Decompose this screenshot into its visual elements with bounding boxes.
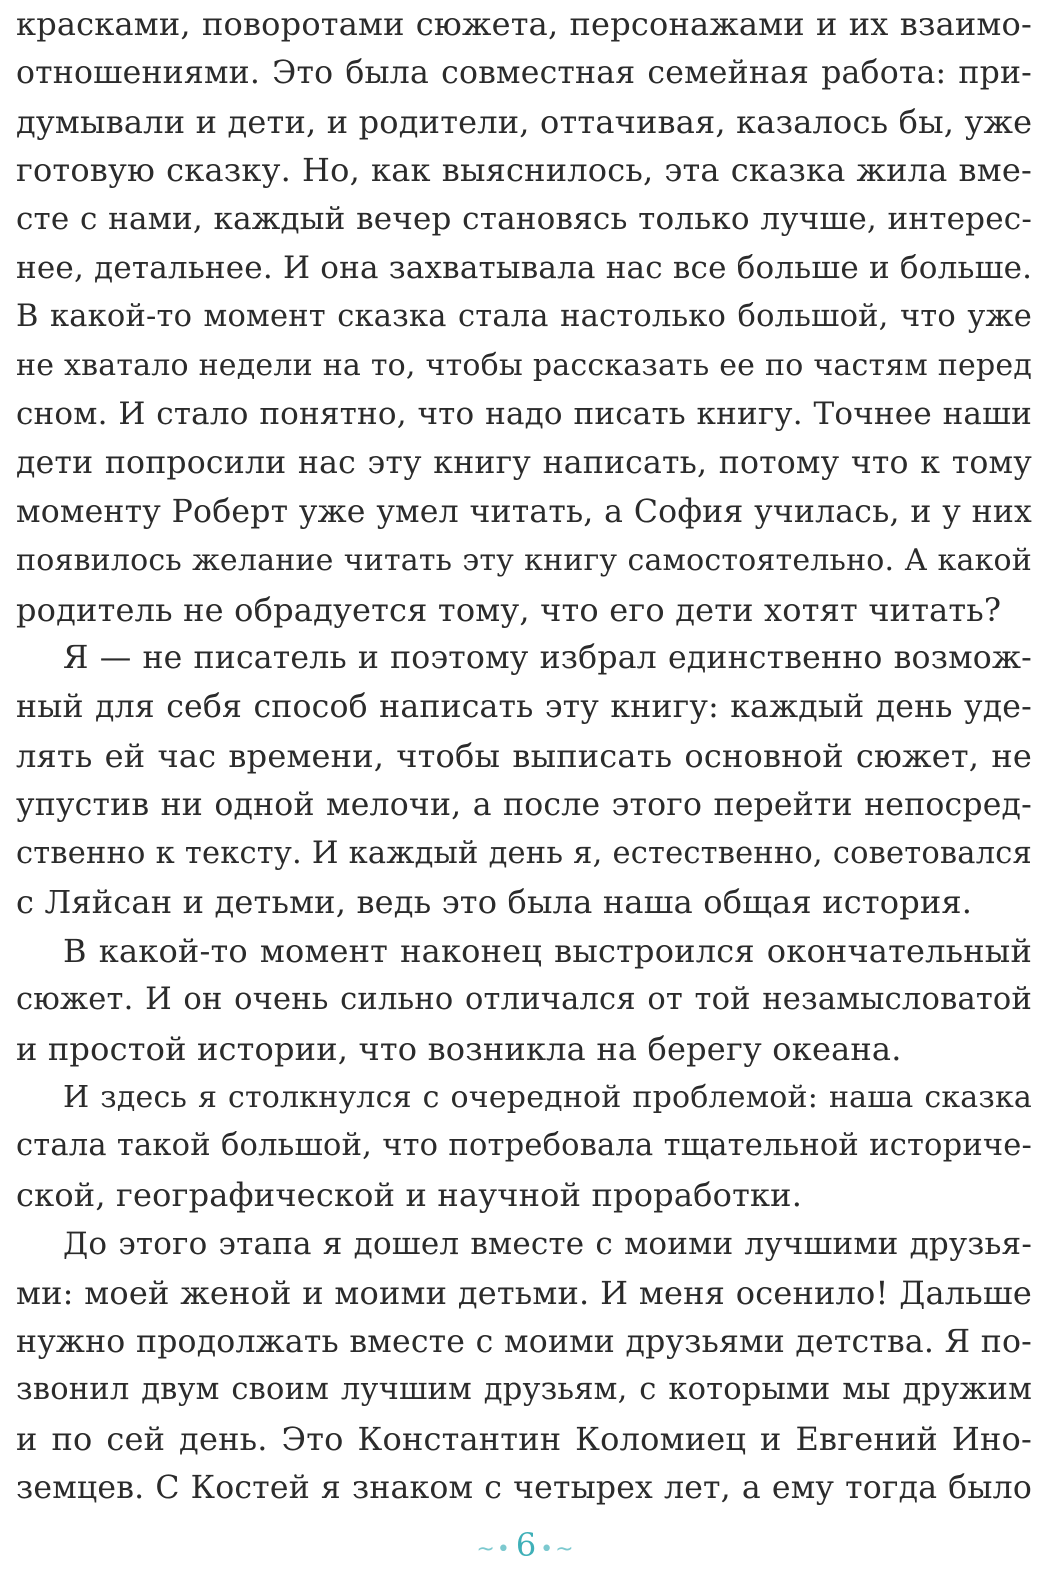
text-line: красками, поворотами сюжета, персонажами и их взаимо- [16, 5, 1032, 43]
text-line: И здесь я столкнулся с очередной проблемой: наша сказка [63, 1079, 1032, 1115]
text-line: отношениями. Это была совместная семейная работа: при- [16, 54, 1032, 91]
text-line: сте с нами, каждый вечер становясь только лучше, интерес- [16, 201, 1032, 238]
page-footer [0, 1525, 1052, 1565]
text-line: звонил двум своим лучшим друзьям, с которыми мы дружим [16, 1372, 1032, 1408]
text-line: В какой-то момент сказка стала настолько большой, что уже [16, 298, 1032, 334]
text-line: ской, географической и научной проработки. [16, 1176, 803, 1215]
text-line: Я — не писатель и поэтому избрал единственно возмож- [63, 640, 1032, 677]
text-line: нее, детальнее. И она захватывала нас все больше и больше. [16, 249, 1033, 286]
text-line: нужно продолжать вместе с моими друзьями детства. Я по- [16, 1323, 1032, 1360]
text-line: дети попросили нас эту книгу написать, потому что к тому [16, 445, 1032, 482]
text-line: земцев. С Костей я знаком с четырех лет, а ему тогда было [16, 1469, 1032, 1506]
text-line: с Ляйсан и детьми, ведь это была наша общая история. [16, 883, 973, 922]
text-line: моменту Роберт уже умел читать, а София училась, и у них [16, 493, 1032, 530]
text-line: ми: моей женой и моими детьми. И меня осенило! Дальше [16, 1273, 1032, 1312]
page-number: 6 [515, 1526, 537, 1564]
text-line: родитель не обрадуется тому, что его дети хотят читать? [16, 590, 1002, 629]
text-line: лять ей час времени, чтобы выписать основной сюжет, не [16, 736, 1032, 775]
text-line: и по сей день. Это Константин Коломиец и Евгений Ино- [16, 1420, 1032, 1459]
text-line: ственно к тексту. И каждый день я, естественно, советовался [16, 835, 1032, 871]
ornament-right: •~ [540, 1537, 576, 1562]
text-line: До этого этапа я дошел вместе с моими лучшими друзья- [63, 1225, 1032, 1262]
text-line: сюжет. И он очень сильно отличался от той незамысловатой [16, 981, 1032, 1017]
text-line: упустив ни одной мелочи, а после этого перейти непосред- [16, 786, 1032, 823]
text-line: В какой-то момент наконец выстроился окончательный [63, 932, 1032, 971]
text-line: думывали и дети, и родители, оттачивая, казалось бы, уже [16, 102, 1033, 141]
text-line: появилось желание читать эту книгу самостоятельно. А какой [16, 542, 1032, 578]
ornament-left: ~• [476, 1537, 512, 1562]
text-line: и простой истории, что возникла на берегу океана. [16, 1029, 902, 1068]
text-line: не хватало недели на то, чтобы рассказать ее по частям перед [16, 347, 1032, 383]
text-line: готовую сказку. Но, как выяснилось, эта сказка жила вме- [16, 151, 1032, 190]
body-text [16, 0, 1032, 1513]
text-line: ный для себя способ написать эту книгу: каждый день уде- [16, 689, 1032, 726]
text-line: стала такой большой, что потребовала тщательной историче- [16, 1128, 1032, 1164]
text-line: сном. И стало понятно, что надо писать книгу. Точнее наши [16, 396, 1032, 433]
